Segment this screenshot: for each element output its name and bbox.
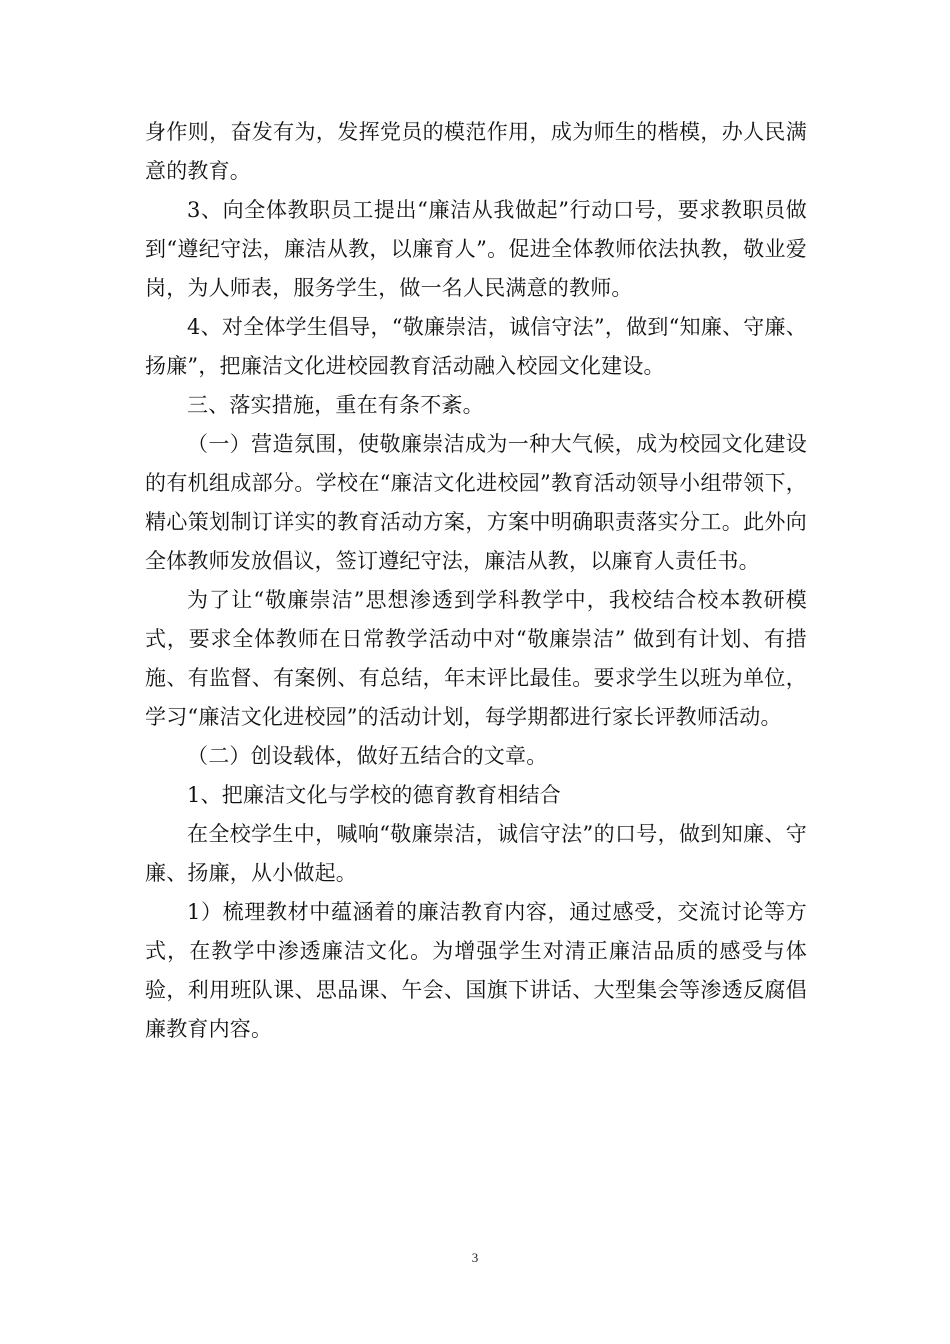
paragraph-continuation: 身作则，奋发有为，发挥党员的模范作用，成为师生的楷模，办人民满意的教育。 (145, 120, 807, 183)
section-heading-3-measures: 三、落实措施，重在有条不紊。 (187, 393, 484, 417)
paragraph-subsection-1-atmosphere: （一）营造氛围，使敬廉崇洁成为一种大气候，成为校园文化建设的有机组成部分。学校在“廉洁文化进校园”教育活动领导小组带领下，精心策划制订详实的教育活动方案，方案中明确职责落实分工。此外向全体教师发放倡议，签订遵纪守法，廉洁从教，以廉育人责任书。 (145, 432, 807, 573)
paragraph-item-3-staff-slogan: 3、向全体教职员工提出“廉洁从我做起”行动口号，要求教职员做到“遵纪守法，廉洁从教，以廉育人”。促进全体教师依法执教，敬业爱岗，为人师表，服务学生，做一名人民满意的教师。 (145, 198, 807, 300)
paragraph-teaching-integration: 为了让“敬廉崇洁”思想渗透到学科教学中，我校结合校本教研模式，要求全体教师在日常教学活动中对“敬廉崇洁” 做到有计划、有措施、有监督、有案例、有总结，年末评比最佳。要求学生以班为单位，学习“廉洁文化进校园”的活动计划，每学期都进行家长评教师活动。 (145, 588, 807, 729)
page-number: 3 (471, 1250, 479, 1265)
paragraph-student-slogan: 在全校学生中，喊响“敬廉崇洁，诚信守法”的口号，做到知廉、守廉、扬廉，从小做起。 (145, 822, 807, 885)
document-body (145, 113, 807, 1049)
subsection-heading-2-carriers: （二）创设载体，做好五结合的文章。 (187, 744, 548, 768)
paragraph-subitem-1-teaching-materials: 1）梳理教材中蕴涵着的廉洁教育内容，通过感受，交流讨论等方式，在教学中渗透廉洁文化。为增强学生对清正廉洁品质的感受与体验，利用班队课、思品课、午会、国旗下讲话、大型集会等渗透反腐倡廉教育内容。 (145, 900, 807, 1041)
item-heading-1-moral-education: 1、把廉洁文化与学校的德育教育相结合 (187, 783, 561, 807)
paragraph-item-4-student-advocacy: 4、对全体学生倡导，“敬廉崇洁，诚信守法”，做到“知廉、守廉、扬廉”，把廉洁文化进校园教育活动融入校园文化建设。 (145, 315, 807, 378)
